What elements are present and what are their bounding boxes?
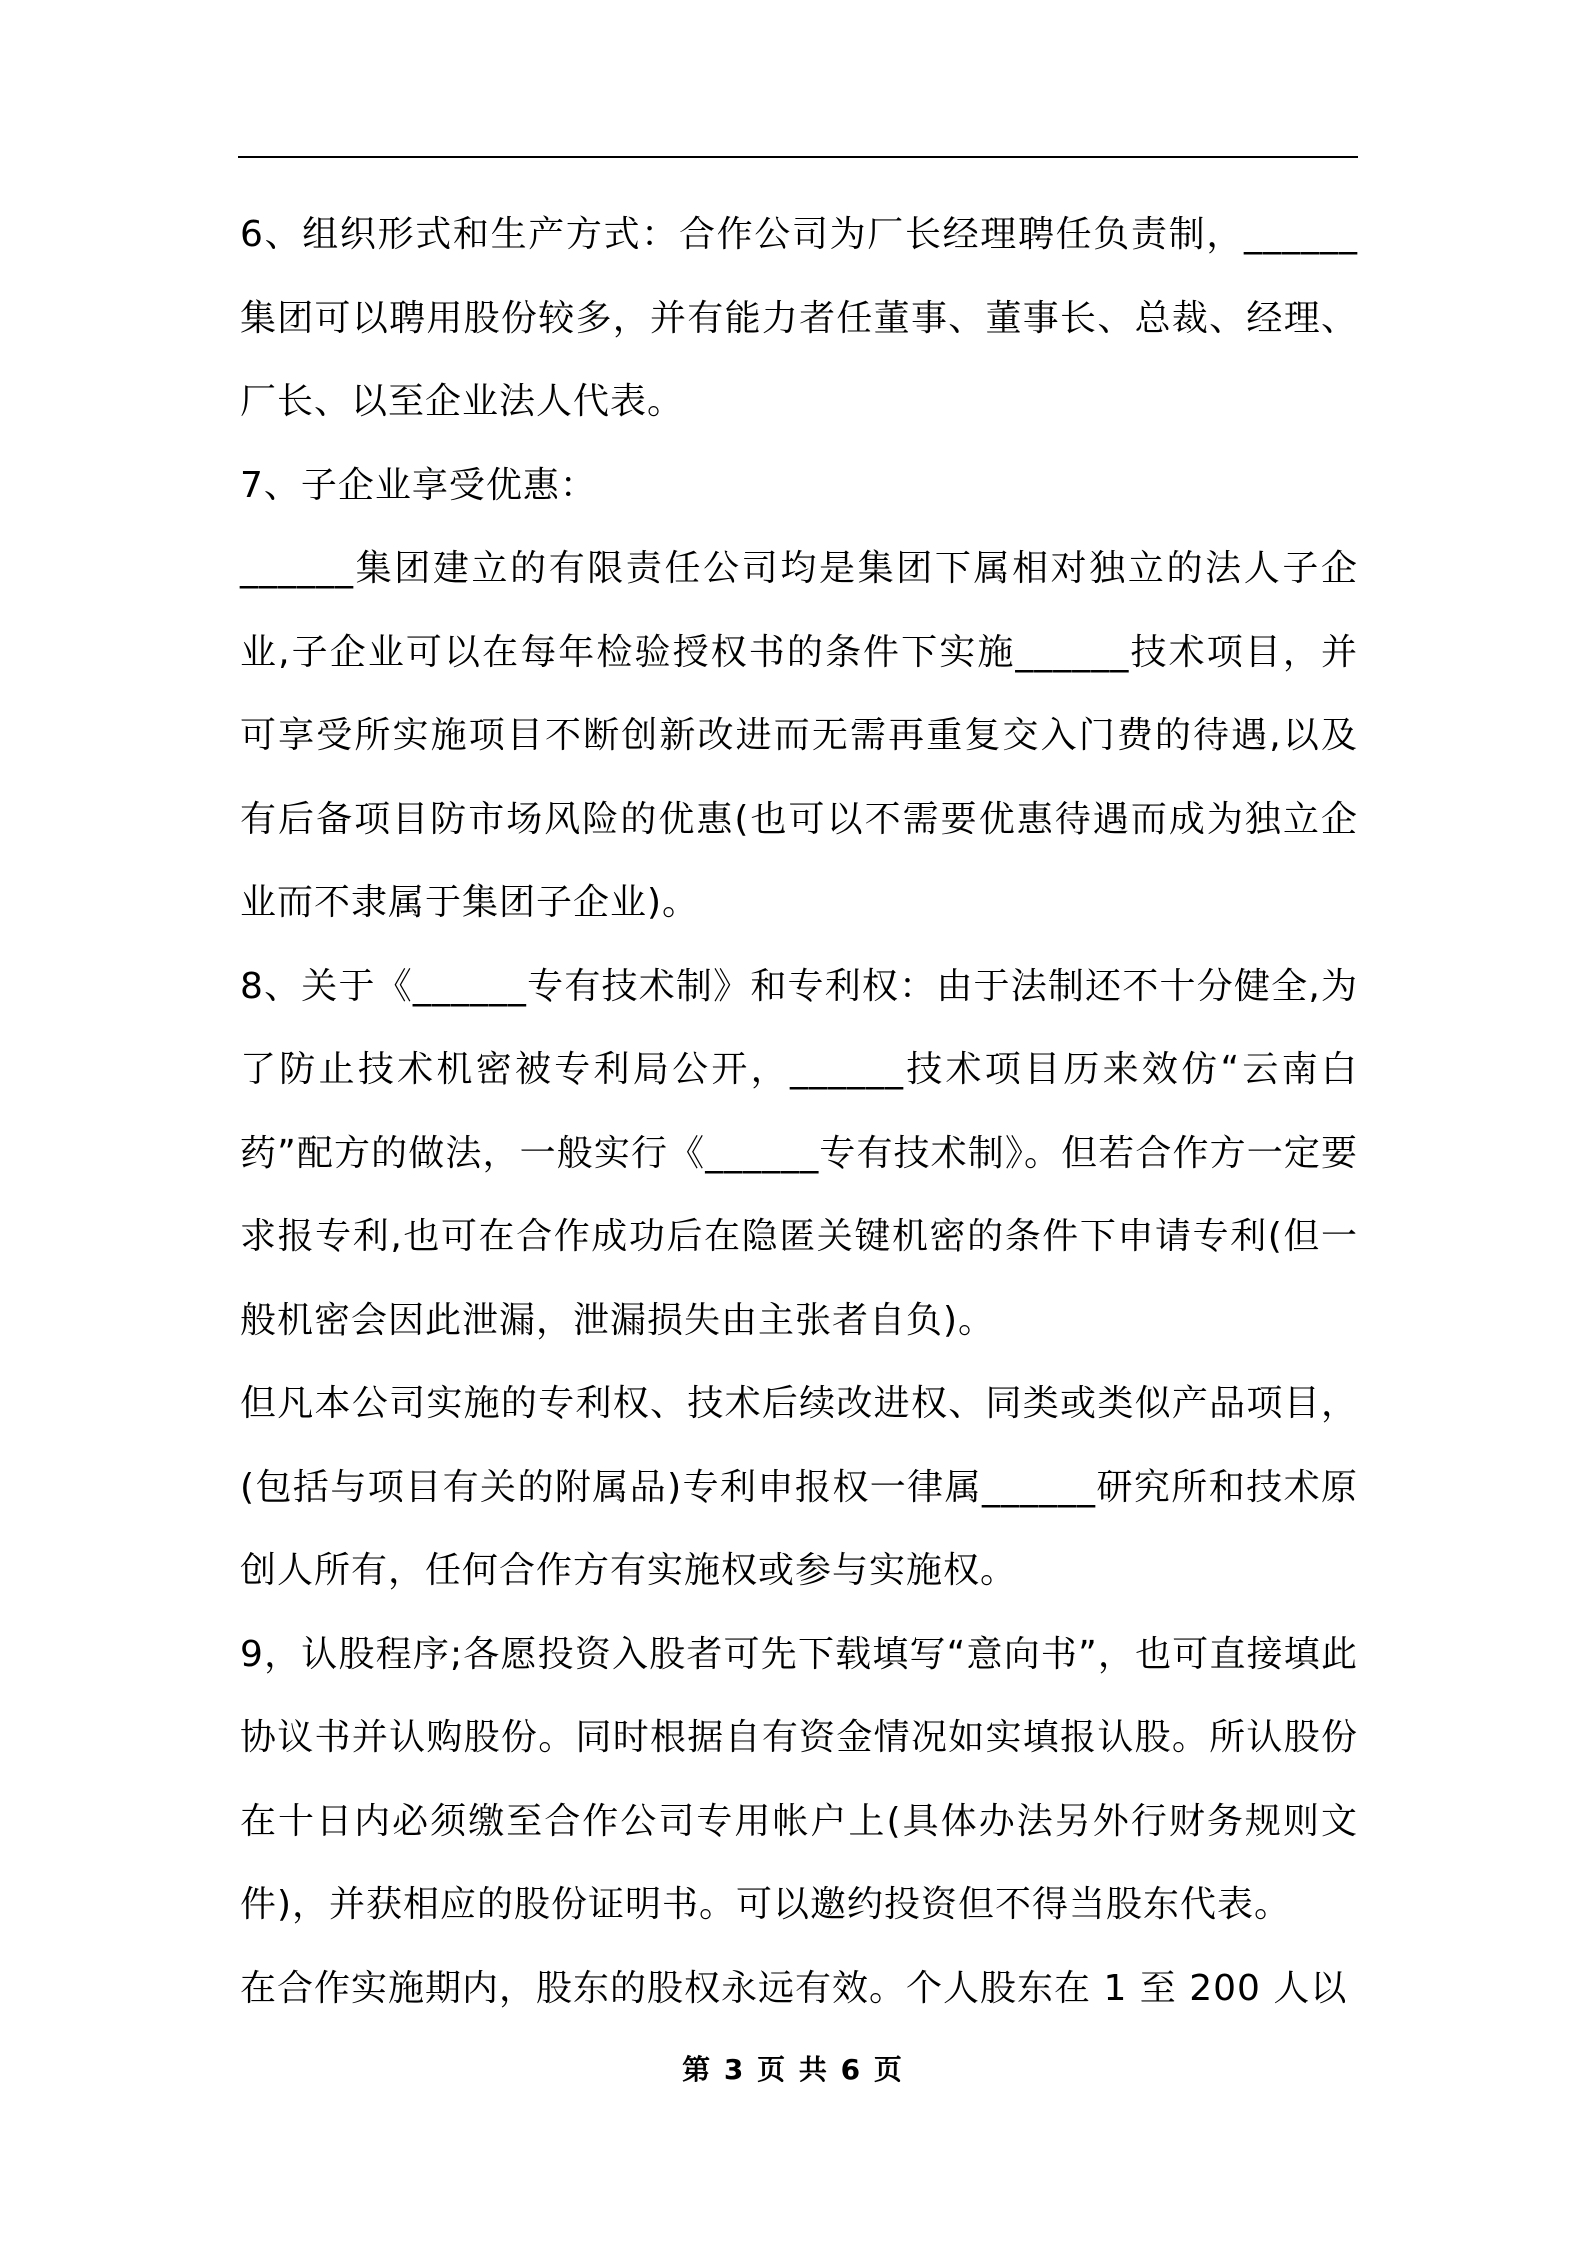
paragraph-subsidiary-benefits-heading: 7、子企业享受优惠： bbox=[240, 464, 597, 506]
paragraph-organization-form: 6、组织形式和生产方式：合作公司为厂长经理聘任负责制，______集团可以聘用股份较多，并有能力者任董事、董事长、总裁、经理、厂长、以至企业法人代表。 bbox=[240, 214, 1358, 422]
paragraph-patent-rights: 8、关于《______专有技术制》和专利权：由于法制还不十分健全,为了防止技术机密被专利局公开，______技术项目历来效仿“云南白药”配方的做法，一般实行《______专有技术制》。但若合作方一定要求报专利,也可在合作成功后在隐匿关键机密的条件下申请专利(但一般机密会因此泄漏，泄漏损失由主张者自负)。 bbox=[240, 965, 1358, 1341]
page-number: 第 3 页 共 6 页 bbox=[682, 2053, 904, 2086]
paragraph-shareholder-rights: 在合作实施期内，股东的股权永远有效。个人股东在 1 至 200 人以 bbox=[240, 1967, 1348, 2009]
document-body bbox=[240, 193, 1358, 2030]
paragraph-patent-ownership: 但凡本公司实施的专利权、技术后续改进权、同类或类似产品项目，(包括与项目有关的附属品)专利申报权一律属______研究所和技术原创人所有，任何合作方有实施权或参与实施权。 bbox=[240, 1383, 1358, 1591]
paragraph-subsidiary-benefits: ______集团建立的有限责任公司均是集团下属相对独立的法人子企业,子企业可以在每年检验授权书的条件下实施______技术项目，并可享受所实施项目不断创新改进而无需再重复交入门费的待遇,以及有后备项目防市场风险的优惠(也可以不需要优惠待遇而成为独立企业而不隶属于集团子企业)。 bbox=[240, 548, 1358, 923]
paragraph-share-subscription: 9，认股程序;各愿投资入股者可先下载填写“意向书”，也可直接填此协议书并认购股份。同时根据自有资金情况如实填报认股。所认股份在十日内必须缴至合作公司专用帐户上(具体办法另外行财务规则文件)，并获相应的股份证明书。可以邀约投资但不得当股东代表。 bbox=[240, 1633, 1358, 1925]
header-rule bbox=[238, 156, 1358, 158]
